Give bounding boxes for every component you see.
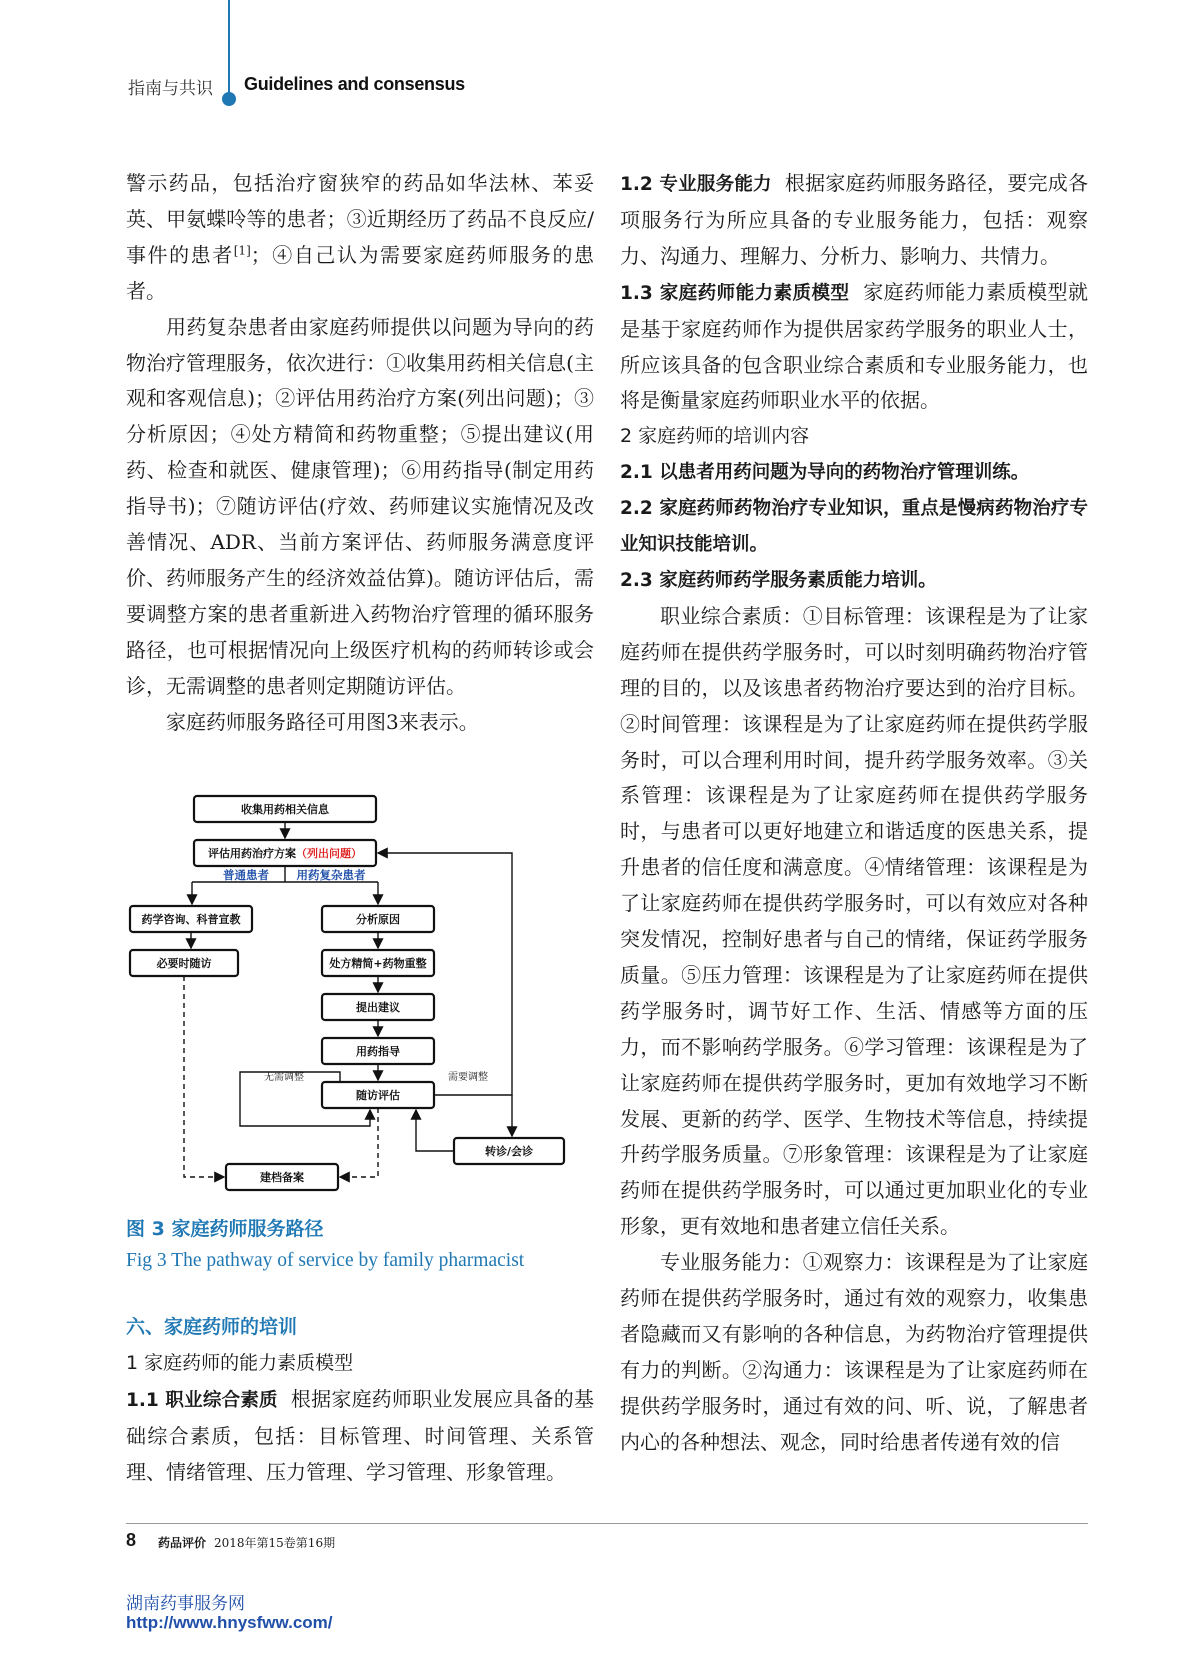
box-assess-label: 评估用药治疗方案（列出问题） bbox=[208, 847, 362, 860]
header-section-en: Guidelines and consensus bbox=[244, 74, 465, 94]
box-archive-label: 建档备案 bbox=[260, 1171, 304, 1184]
figure-caption-en: Fig 3 The pathway of service by family pharmacist bbox=[126, 1250, 525, 1271]
heading-2-2: 2.2 家庭药师药物治疗专业知识，重点是慢病药物治疗专业知识技能培训。 bbox=[620, 498, 1088, 556]
box-suggest-label: 提出建议 bbox=[356, 1001, 400, 1014]
flowchart-service-pathway bbox=[126, 790, 596, 1200]
heading-2-3: 2.3 家庭药师药学服务素质能力培训。 bbox=[620, 569, 937, 591]
box-guide-label: 用药指导 bbox=[356, 1045, 400, 1058]
journal-issue: 2018年第15卷第16期 bbox=[214, 1536, 336, 1550]
heading-2-1: 2.1 以患者用药问题为导向的药物治疗管理训练。 bbox=[620, 462, 1030, 484]
heading-1-1: 1.1 职业综合素质 bbox=[126, 1389, 278, 1411]
left-column-lower bbox=[126, 1310, 594, 1491]
footer-divider bbox=[126, 1523, 1088, 1524]
box-referral-label: 转诊/会诊 bbox=[484, 1145, 534, 1158]
label-adjust: 需要调整 bbox=[448, 1072, 488, 1083]
paragraph-vocational-quality: 职业综合素质：①目标管理：该课程是为了让家庭药师在提供药学服务时，可以时刻明确药物治疗管理的目的，以及该患者药物治疗要达到的治疗目标。②时间管理：该课程是为了让家庭药师在提供药学服务时，可以合理利用时间，提升药学服务效率。③关系管理：该课程是为了让家庭药师在提供药学服务时，与患者可以更好地建立和谐适度的医患关系，提升患者的信任度和满意度。④情绪管理：该课程是为了让家庭药师在提供药学服务时，可以有效应对各种突发情况，控制好患者与自己的情绪，保证药学服务质量。⑤压力管理：该课程是为了让家庭药师在提供药学服务时，调节好工作、生活、情感等方面的压力，而不影响药学服务。⑥学习管理：该课程是为了让家庭药师在提供药学服务时，更加有效地学习不断发展、更新的药学、医学、生物技术等信息，持续提升药学服务质量。⑦形象管理：该课程是为了让家庭药师在提供药学服务时，可以通过更加职业化的专业形象，更有效地和患者建立信任关系。 bbox=[620, 603, 1088, 1239]
left-column bbox=[126, 166, 594, 741]
paragraph-figure-ref: 家庭药师服务路径可用图3来表示。 bbox=[166, 709, 479, 734]
box-collect-label: 收集用药相关信息 bbox=[241, 803, 329, 816]
paragraph-1-3: 1.3 家庭药师能力素质模型 家庭药师能力素质模型就是基于家庭药师作为提供居家药学服务的职业人士，所应该具备的包含职业综合素质和专业服务能力，也将是衡量家庭药师职业水平的依据。 bbox=[620, 279, 1089, 413]
box-simplify-label: 处方精简+药物重整 bbox=[329, 957, 427, 970]
heading-1: 1 家庭药师的能力素质模型 bbox=[126, 1351, 354, 1374]
box-consult-label: 药学咨询、科普宣教 bbox=[141, 913, 241, 926]
label-normal-patients: 普通患者 bbox=[223, 868, 269, 882]
box-analyze-label: 分析原因 bbox=[356, 913, 400, 926]
label-complex-patients: 用药复杂患者 bbox=[296, 868, 366, 882]
journal-name: 药品评价 bbox=[158, 1536, 207, 1550]
page-number: 8 bbox=[126, 1530, 137, 1550]
right-column bbox=[620, 166, 1088, 1461]
box-followup-needed-label: 必要时随访 bbox=[156, 957, 212, 970]
paragraph-complex-patients: 用药复杂患者由家庭药师提供以问题为导向的药物治疗管理服务，依次进行：①收集用药相关信息(主观和客观信息)；②评估用药治疗方案(列出问题)；③分析原因；④处方精简和药物重整；⑤提出建议(用药、检查和就医、健康管理)；⑥用药指导(制定用药指导书)；⑦随访评估(疗效、药师建议实施情况及改善情况、ADR、当前方案评估、药师服务满意度评价、药师服务产生的经济效益估算)。随访评估后，需要调整方案的患者重新进入药物治疗管理的循环服务路径，也可根据情况向上级医疗机构的药师转诊或会诊，无需调整的患者则定期随访评估。 bbox=[126, 314, 594, 698]
heading-2: 2 家庭药师的培训内容 bbox=[620, 425, 810, 448]
header-accent-dot bbox=[222, 92, 236, 106]
heading-1-2: 1.2 专业服务能力 bbox=[620, 174, 772, 195]
header-section-cn: 指南与共识 bbox=[128, 79, 213, 99]
watermark-site-name: 湖南药事服务网 bbox=[126, 1594, 245, 1614]
section-title-training: 六、家庭药师的培训 bbox=[126, 1316, 298, 1338]
paragraph-1-1: 1.1 职业综合素质 根据家庭药师职业发展应具备的基础综合素质，包括：目标管理、时间管理、关系管理、情绪管理、压力管理、学习管理、形象管理。 bbox=[126, 1386, 595, 1484]
reference-1[interactable]: [1] bbox=[233, 243, 251, 258]
header-accent-line bbox=[228, 0, 230, 96]
watermark-url[interactable]: http://www.hnysfww.com/ bbox=[126, 1613, 333, 1632]
label-no-adjust: 无需调整 bbox=[264, 1072, 304, 1083]
box-followup-label: 随访评估 bbox=[356, 1089, 400, 1102]
paragraph-professional-ability: 专业服务能力：①观察力：该课程是为了让家庭药师在提供药学服务时，通过有效的观察力，收集患者隐藏而又有影响的各种信息，为药物治疗管理提供有力的判断。②沟通力：该课程是为了让家庭药师在提供药学服务时，通过有效的问、听、说，了解患者内心的各种想法、观念，同时给患者传递有效的信 bbox=[620, 1250, 1088, 1454]
figure-caption-cn: 图 3 家庭药师服务路径 bbox=[126, 1218, 324, 1240]
heading-1-3: 1.3 家庭药师能力素质模型 bbox=[620, 282, 850, 304]
paragraph-1-2: 1.2 专业服务能力 根据家庭药师服务路径，要完成各项服务行为所应具备的专业服务能力，包括：观察力、沟通力、理解力、分析力、影响力、共情力。 bbox=[620, 171, 1089, 268]
paragraph-warning-drugs: 警示药品，包括治疗窗狭窄的药品如华法林、苯妥英、甲氨蝶呤等的患者；③近期经历了药品不良反应/事件的患者[1]；④自己认为需要家庭药师服务的患者。 bbox=[126, 171, 594, 303]
